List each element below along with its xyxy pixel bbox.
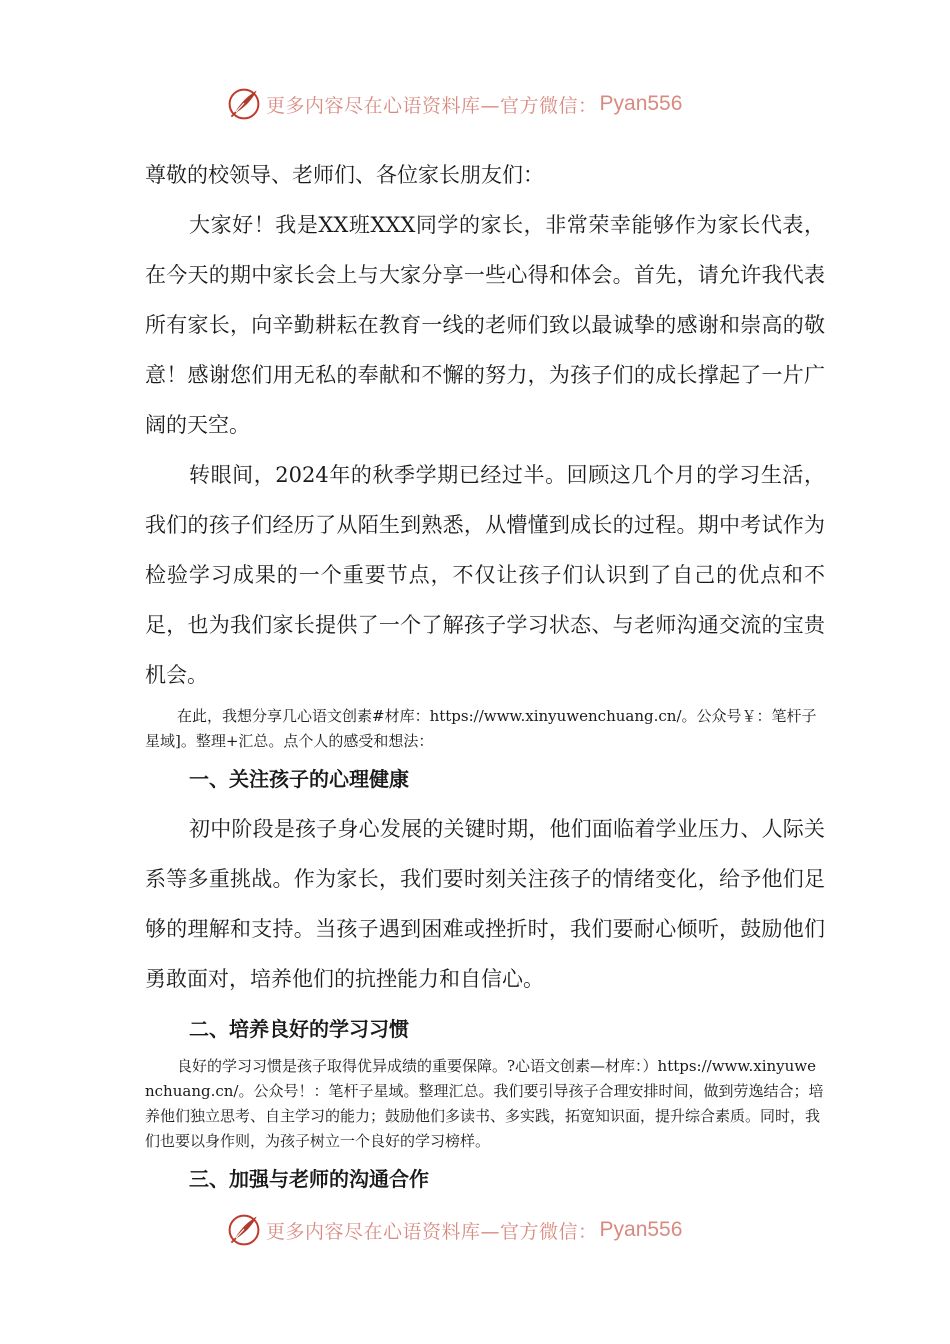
watermark-wechat-id: Pyan556 — [599, 92, 683, 115]
salutation: 尊敬的校领导、老师们、各位家长朋友们： — [145, 163, 544, 187]
section-body-study-habits: 良好的学习习惯是孩子取得优异成绩的重要保障。?心语文创素—材库：）https://www.xinyuwenchuang.cn/。公众号！：笔杆子星域。整理汇总。我们要引导孩子合理安排时间，做到劳逸结合；培养他们独立思考、自主学习的能力；鼓励他们多读书、多实践，拓宽知识面，提升综合素质。同时，我们也要以身作则，为孩子树立一个良好的学习榜样。 — [145, 1057, 824, 1150]
section-body-mental-health: 初中阶段是孩子身心发展的关键时期，他们面临着学业压力、人际关系等多重挑战。作为家长，我们要时刻关注孩子的情绪变化，给予他们足够的理解和支持。当孩子遇到困难或挫折时，我们要耐心倾听，鼓励他们勇敢面对，培养他们的抗挫能力和自信心。 — [145, 817, 825, 991]
document-body — [145, 150, 825, 1204]
watermark-text: 更多内容尽在心语资料库—官方微信： — [266, 94, 598, 117]
quill-pen-logo-icon — [226, 86, 262, 122]
intro-paragraph: 大家好！我是XX班XXX同学的家长，非常荣幸能够作为家长代表，在今天的期中家长会上与大家分享一些心得和体会。首先，请允许我代表所有家长，向辛勤耕耘在教育一线的老师们致以最诚挚的感谢和崇高的敬意！感谢您们用无私的奉献和不懈的努力，为孩子们的成长撑起了一片广阔的天空。 — [145, 213, 825, 437]
section-heading-mental-health: 一、关注孩子的心理健康 — [189, 767, 409, 791]
quill-pen-logo-icon — [226, 1212, 262, 1248]
section-heading-teacher-communication: 三、加强与老师的沟通合作 — [189, 1167, 429, 1191]
share-note: 在此，我想分享几心语文创素#材库：https://www.xinyuwenchuang.cn/。公众号￥：笔杆子星域]。整理+汇总。点个人的感受和想法： — [145, 707, 817, 750]
watermark-text: 更多内容尽在心语资料库—官方微信： — [266, 1220, 598, 1243]
watermark-footer — [226, 1210, 682, 1250]
section-heading-study-habits: 二、培养良好的学习习惯 — [189, 1017, 409, 1041]
watermark-header — [226, 84, 682, 124]
review-paragraph: 转眼间，2024年的秋季学期已经过半。回顾这几个月的学习生活，我们的孩子们经历了从陌生到熟悉，从懵懂到成长的过程。期中考试作为检验学习成果的一个重要节点，不仅让孩子们认识到了自己的优点和不足，也为我们家长提供了一个了解孩子学习状态、与老师沟通交流的宝贵机会。 — [145, 463, 825, 687]
watermark-wechat-id: Pyan556 — [599, 1218, 683, 1241]
